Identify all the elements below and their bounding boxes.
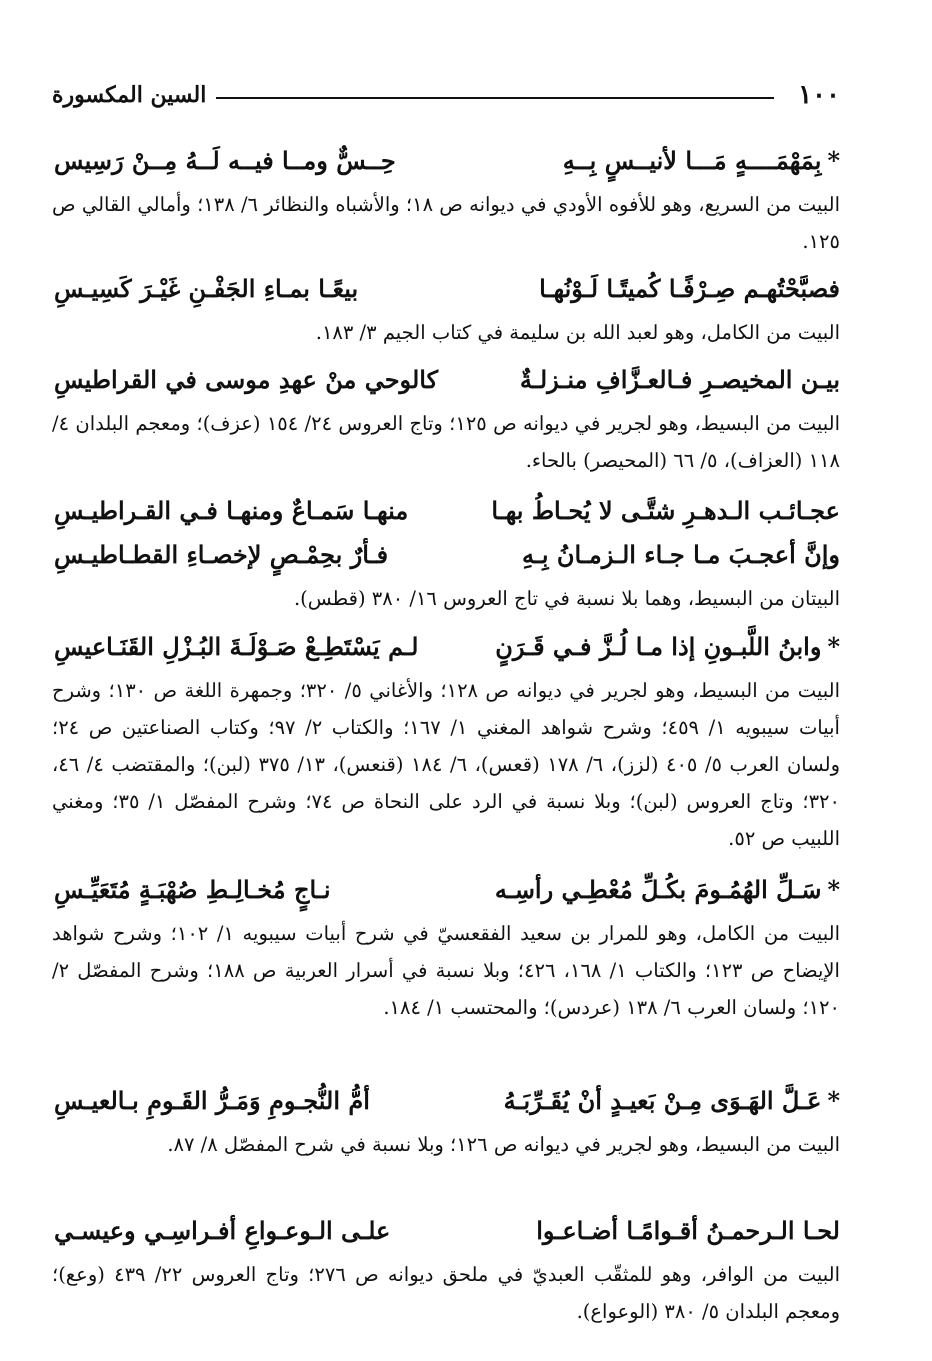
verse-second-hemistich: منهـا سَمـاعٌ ومنهـا فـي القـراطيـسِ xyxy=(54,495,409,525)
verse-first-hemistich: عجـائـب الـدهـرِ شتَّـى لا يُحـاطُ بهـا xyxy=(491,495,840,525)
verse-first-hemistich: وابنُ اللَّبـونِ إذا مـا لُـزَّ فـي قَـرَنٍ xyxy=(495,631,822,661)
verse-second-hemistich: أمُّ النُّجـومِ وَمَـرُّ القَـومِ بـالعيـسِ xyxy=(54,1085,370,1115)
header-rule xyxy=(216,97,774,99)
verse-note: البيت من البسيط، وهو لجرير في ديوانه ص ١٢٦؛ وبلا نسبة في شرح المفصّل ٨/ ٨٧. xyxy=(167,1133,840,1156)
verse-line xyxy=(54,866,840,912)
verse-line xyxy=(54,1207,840,1253)
verse-first-hemistich: وإنَّ أعجـبَ مـا جـاء الـزمـانُ بِـهِ xyxy=(521,539,840,569)
page-header xyxy=(52,78,840,112)
verse-note: البيتان من البسيط، وهما بلا نسبة في تاج العروس ١٦/ ٣٨٠ (قطس). xyxy=(293,587,840,610)
verse-note: البيت من البسيط، وهو لجرير في ديوانه ص ١٢٨؛ والأغاني ٥/ ٣٢٠؛ وجمهرة اللغة ص ١٣٠؛ وشرح أبيات سيبويه ١/ ٤٥٩؛ وشرح شواهد المغني ١/ ١٦٧؛ والكتاب ٢/ ٩٧؛ وكتاب الصناعتين ص ٢٤؛ ولسان العرب ٥/ ٤٠٥ (لزز)، ٦/ ١٧٨ (قعس)، ٦/ ١٨٤ (قنعس)، ١٣/ ٣٧٥ (لبن)؛ والمقتضب ٤/ ٤٦، ٣٢٠؛ وتاج العروس (لبن)؛ وبلا نسبة في الرد على النحاة ص ٧٤؛ وشرح المفصّل ١/ ٣٥؛ ومغني اللبيب ص ٥٢. xyxy=(52,679,841,850)
verse-line xyxy=(54,265,840,311)
verse-note: البيت من الكامل، وهو لعبد الله بن سليمة في كتاب الجيم ٣/ ١٨٣. xyxy=(315,321,840,344)
verse-note: البيت من السريع، وهو للأفوه الأودي في ديوانه ص ١٨؛ والأشباه والنظائر ٦/ ١٣٨؛ وأمالي القالي ص ١٢٥. xyxy=(52,193,840,253)
verse-first-hemistich: سَـلِّ الهُمُـومَ بكُـلِّ مُعْطِـي رأسِـه xyxy=(494,874,822,904)
verse-first-hemistich: بيـن المخيصـرِ فـالعـزَّافِ منـزلـةٌ xyxy=(519,364,840,394)
asterisk-marker: * xyxy=(827,145,840,175)
verse-second-hemistich: حِــسٌّ ومــا فيــه لَــهُ مِــنْ رَسِيس xyxy=(54,145,396,175)
verse-note: البيت من البسيط، وهو لجرير في ديوانه ص ١٢٥؛ وتاج العروس ٢٤/ ١٥٤ (عزف)؛ ومعجم البلدان ٤/ ١١٨ (العزاف)، ٥/ ٦٦ (المحيصر) بالحاء. xyxy=(52,412,840,472)
verse-first-hemistich: عَـلَّ الهَـوَى مِـنْ بَعيـدٍ أنْ يُقَـرِّبَـهُ xyxy=(503,1085,822,1115)
verse-line xyxy=(54,137,840,183)
verse-line xyxy=(54,1077,840,1123)
verse-second-hemistich: كالوحي منْ عهدِ موسى في القراطيسِ xyxy=(54,364,438,394)
verse-first-hemistich: فصبَّحْتُهـم صِـرْفًـا كُميتًـا لَـوْنُهـا xyxy=(539,273,840,303)
verse-line xyxy=(54,531,840,577)
verse-second-hemistich: فـأرٌ بحِمْـصٍ لإخصـاءِ القطـاطيـسِ xyxy=(54,539,389,569)
verse-note: البيت من الوافر، وهو للمثقّب العبديّ في ملحق ديوانه ص ٢٧٦؛ وتاج العروس ٢٢/ ٤٣٩ (وعع)؛ ومعجم البلدان ٥/ ٣٨٠ (الوعواع). xyxy=(52,1263,840,1323)
verse-second-hemistich: علـى الـوعـواعِ أفـراسِـي وعيسـي xyxy=(54,1215,391,1245)
verse-line xyxy=(54,623,840,669)
verse-note: البيت من الكامل، وهو للمرار بن سعيد الفقعسيّ في شرح أبيات سيبويه ١/ ١٠٢؛ وشرح شواهد الإيضاح ص ١٢٣؛ والكتاب ١/ ١٦٨، ٤٢٦؛ وبلا نسبة في أسرار العربية ص ١٨٨؛ وشرح المفصّل ٢/ ١٢٠؛ ولسان العرب ٦/ ١٣٨ (عردس)؛ والمحتسب ١/ ١٨٤. xyxy=(52,922,840,1019)
page-number: ١٠٠ xyxy=(798,80,840,110)
verse-line xyxy=(54,356,840,402)
verse-first-hemistich: لحـا الـرحمـنُ أقـوامًـا أضـاعـوا xyxy=(536,1215,840,1245)
asterisk-marker: * xyxy=(827,631,840,661)
verse-first-hemistich: بِمَهْمَــــهٍ مَـــا لأنيــسٍ بِــهِ xyxy=(562,145,822,175)
asterisk-marker: * xyxy=(827,1085,840,1115)
verse-line xyxy=(54,487,840,533)
verse-second-hemistich: بيعًـا بمـاءِ الجَفْـنِ غَيْـرَ كَسِيـسِ xyxy=(54,273,359,303)
asterisk-marker: * xyxy=(827,874,840,904)
verse-second-hemistich: نـاجٍ مُخـالِـطِ صُهْبَـةٍ مُتَعَيِّـسِ xyxy=(54,874,331,904)
running-title: السين المكسورة xyxy=(52,82,207,108)
verse-second-hemistich: لـم يَسْتَطِـعْ صَـوْلَـةَ البُـزْلِ القَنَـاعيسِ xyxy=(54,631,419,661)
